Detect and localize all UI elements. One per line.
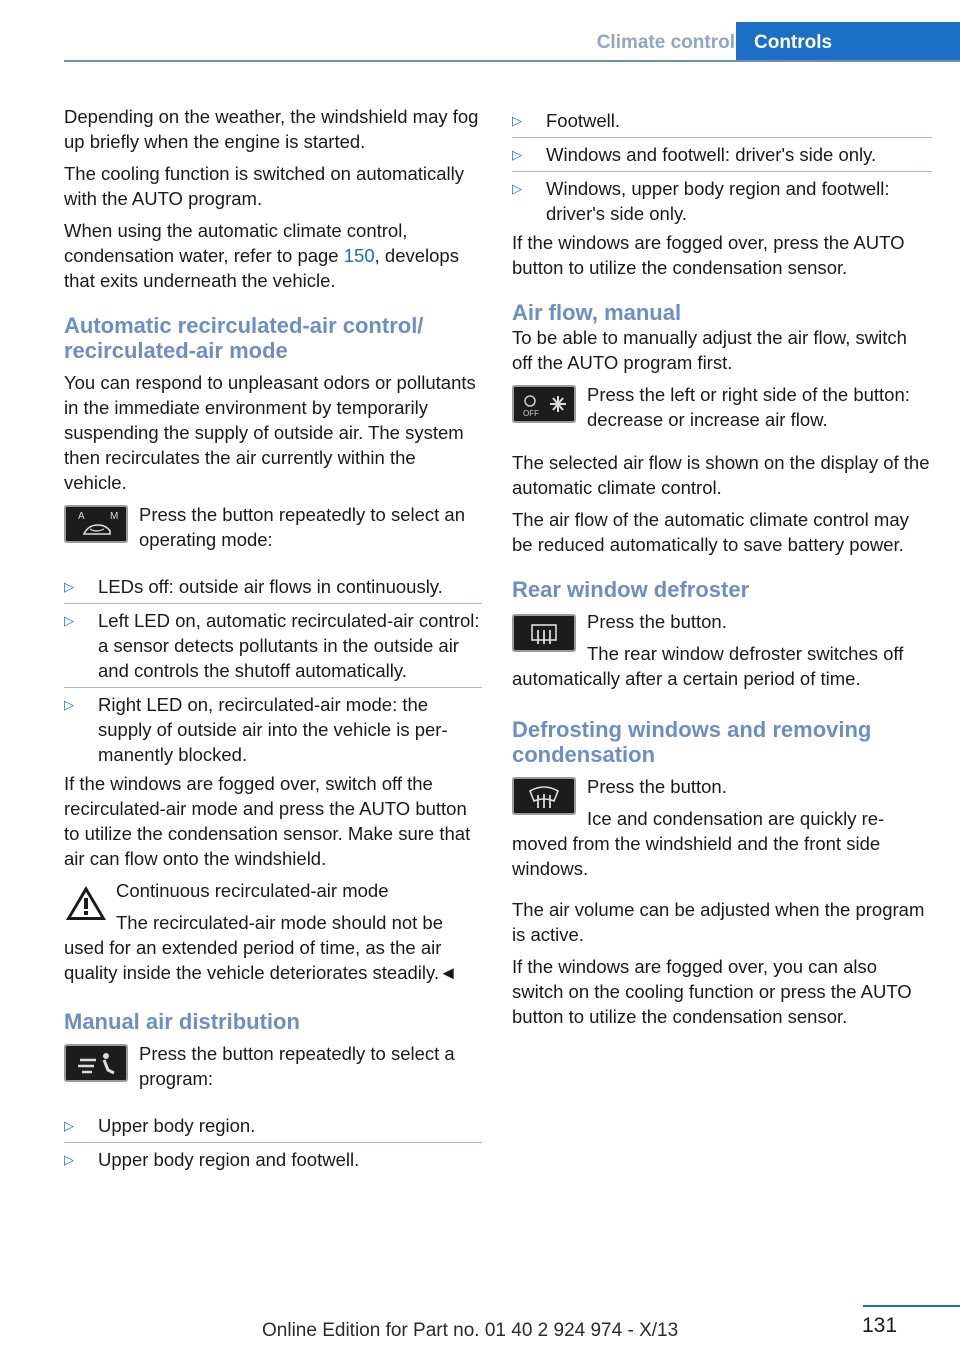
list-item: ▷ Right LED on, recirculated-air mode: the supply of outside air into the vehicle is permanently blocked.: [64, 694, 448, 765]
air-flow-button-icon: [512, 385, 576, 423]
bullet-triangle-icon: ▷: [64, 1152, 74, 1167]
defrost-button-row: [512, 774, 932, 881]
recirc-label-a: A: [78, 511, 85, 522]
recirc-button-instruction: Press the button repeatedly to select an operating mode:: [139, 504, 466, 550]
paragraph: To be able to manually adjust the air flow, switch off the AUTO program first.: [512, 327, 907, 373]
windshield-defrost-button-icon: [512, 777, 576, 815]
fan-off-label: OFF: [523, 409, 539, 418]
rear-defroster-button-row: [512, 609, 932, 691]
bullet-triangle-icon: ▷: [64, 1118, 74, 1133]
bullet-triangle-icon: ▷: [512, 181, 522, 196]
airflow-button-instruction: Press the left or right side of the button: decrease or increase air flow.: [587, 384, 910, 430]
header-divider: [64, 60, 960, 62]
paragraph-text: When using the automatic climate control, condensation water, refer to page: [64, 220, 408, 266]
heading-manual-air-distribution: Manual air distribution: [64, 1009, 300, 1034]
page-number: 131: [862, 1314, 898, 1337]
list-item: ▷ Windows and footwell: driver's side only.: [512, 138, 932, 172]
page-reference-link[interactable]: 150: [343, 245, 375, 266]
paragraph: You can respond to unpleasant odors or pollutants in the immediate environment by temporarily suspending the supply of outside air. The system then recirculates the air currently within the vehicle.: [64, 372, 476, 493]
paragraph: The cooling function is switched on automatically with the AUTO program.: [64, 163, 465, 209]
recirculated-air-button-icon: [64, 505, 128, 543]
rear-defroster-instruction: Press the button.: [587, 611, 727, 632]
warning-text: The recirculated-air mode should not be used for an extended period of time, as the air quality inside the vehicle deteriorates steadily.◄: [64, 912, 458, 983]
rear-defroster-button-icon: [512, 614, 576, 652]
paragraph: If the windows are fogged over, press the AUTO button to utilize the condensation sensor.: [512, 232, 905, 278]
left-column: [64, 104, 482, 1176]
heading-rear-window-defroster: Rear window defroster: [512, 577, 750, 602]
recirc-mode-list: [64, 570, 482, 771]
paragraph: [64, 218, 482, 293]
bullet-triangle-icon: ▷: [512, 147, 522, 162]
paragraph: The selected air flow is shown on the display of the automatic climate control.: [512, 452, 930, 498]
warning-box: [64, 878, 482, 985]
manual-distribution-button-row: [64, 1041, 482, 1101]
defrost-instruction: Press the button.: [587, 776, 727, 797]
header-tab-controls[interactable]: Controls: [736, 22, 960, 62]
list-item: ▷ Left LED on, automatic recirculated-air control: a sensor detects pollutants in the outside air and controls the shutoff automatically.: [64, 604, 482, 688]
recirc-label-m: M: [110, 511, 119, 522]
warning-title: Continuous recirculated-air mode: [116, 880, 389, 901]
bullet-triangle-icon: ▷: [64, 613, 74, 628]
list-item: ▷ Upper body region.: [64, 1109, 482, 1143]
paragraph: If the windows are fogged over, you can also switch on the cooling function or press the AUTO button to utilize the condensation sensor.: [512, 956, 912, 1027]
bullet-triangle-icon: ▷: [64, 697, 74, 712]
heading-defrosting-windows: Defrosting windows and removing condensation: [512, 717, 872, 767]
right-column: [512, 104, 932, 1036]
paragraph: The air volume can be adjusted when the program is active.: [512, 899, 925, 945]
distribution-program-list-continued: [512, 104, 932, 230]
paragraph: If the windows are fogged over, switch off the recirculated-air mode and press the AUTO button to utilize the condensation sensor. Make sure that air can flow onto the windshield.: [64, 773, 471, 869]
footer-divider: [863, 1305, 960, 1307]
rear-defroster-note: The rear window defroster switches off automatically after a certain period of time.: [512, 643, 904, 689]
heading-recirculated-air: Automatic recirculated-air control/ recirculated-air mode: [64, 313, 424, 363]
manual-distribution-instruction: Press the button repeatedly to select a program:: [139, 1043, 455, 1089]
defrost-note: Ice and condensation are quickly removed from the windshield and the front side windows.: [512, 808, 885, 879]
paragraph-text: , develops that exits underneath the vehicle.: [64, 245, 459, 291]
paragraph: The air flow of the automatic climate control may be reduced automatically to save battery power.: [512, 509, 909, 555]
distribution-program-list: [64, 1109, 482, 1176]
header-section-title: Climate control: [596, 32, 735, 53]
list-item: ▷ Upper body region and footwell.: [64, 1149, 360, 1170]
recirc-button-row: [64, 502, 482, 562]
warning-triangle-icon: [64, 884, 108, 928]
air-distribution-button-icon: [64, 1044, 128, 1082]
edition-footer: Online Edition for Part no. 01 40 2 924 974 - X/13: [262, 1320, 679, 1341]
airflow-button-row: [512, 382, 932, 442]
paragraph: Depending on the weather, the windshield may fog up briefly when the engine is started.: [64, 106, 479, 152]
bullet-triangle-icon: ▷: [512, 113, 522, 128]
list-item: ▷ Windows, upper body region and footwell: driver's side only.: [512, 178, 890, 224]
heading-air-flow-manual: Air flow, manual: [512, 300, 682, 325]
list-item: ▷ LEDs off: outside air flows in continuously.: [64, 570, 482, 604]
bullet-triangle-icon: ▷: [64, 579, 74, 594]
list-item: ▷ Footwell.: [512, 104, 932, 138]
